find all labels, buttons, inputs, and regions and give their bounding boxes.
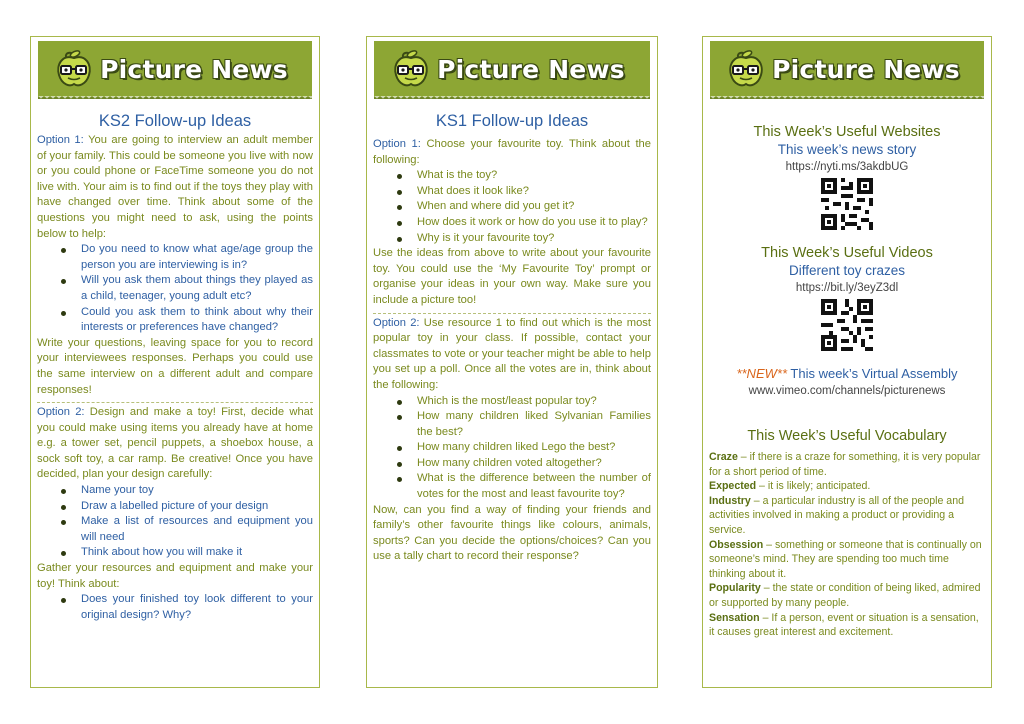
list-item: Why is it your favourite toy? [395,231,651,247]
list-item: How many children voted altogether? [395,456,651,472]
vocab-term: Craze [709,451,738,463]
ks1-option1-after: Use the ideas from above to write about your favourite toy. You could use the ‘My Favourite Toy’ prompt or organise your ideas in your own way. Make sure you include a picture too! [373,247,651,306]
ks2-option2-bullets2 [59,592,313,623]
ks1-option2-bullets [395,394,651,503]
list-item: What does it look like? [395,184,651,200]
list-item: How many children liked Sylvanian Families the best? [395,409,651,440]
assembly-section [709,365,985,399]
list-item: Could you ask them to think about why their interests or preferences have changed? [59,305,313,336]
videos-link[interactable]: https://bit.ly/3eyZ3dl [795,282,899,294]
vocab-term: Sensation [709,611,760,624]
qr-code-icon[interactable] [821,299,873,351]
apple-glasses-icon [726,49,766,89]
vocab-term: Obsession [709,538,764,551]
divider [373,313,651,314]
list-item: Which is the most/least popular toy? [395,394,651,410]
videos-title: This Week’s Useful Videos [761,245,933,261]
ks1-option2-label: Option 2: [373,316,420,329]
divider [37,402,313,403]
websites-title: This Week’s Useful Websites [753,124,941,140]
ks1-option2-after: Now, can you find a way of finding your friends and family’s other favourite things like colours, animals, sports? Can you decide the options/choices? Can you use a tally chart to record their response? [373,503,651,563]
ks2-option1-after: Write your questions, leaving space for you to record your interviewees responses. Perhaps you could use the same interview on a different adult and compare responses! [37,336,313,396]
apple-glasses-icon [54,49,94,89]
assembly-text: This week’s Virtual Assembly [790,366,958,381]
list-item: Does your finished toy look different to your original design? Why? [59,592,313,623]
list-item: Name your toy [59,483,313,499]
vocab-def: – something or someone that is continually on someone’s mind. They are spending too much time thinking about it. [709,538,982,580]
videos-section [709,244,985,351]
list-item [709,581,985,610]
list-item [709,494,985,538]
vocab-def: – a particular industry is all of the people and activities involved in making a product or providing a service. [709,494,964,536]
useful-panel [702,36,992,688]
ks2-option2-bullets [59,483,313,561]
list-item: Make a list of resources and equipment you will need [59,514,313,545]
vocab-def: – If a person, event or situation is a sensation, it causes great interest and excitement. [709,611,979,639]
ks2-option1-text: You are going to interview an adult member of your family. This could be someone you live with now or you could phone or FaceTime someone you do not live with. Your aim is to find out if the toys they play with have changed over time. Think about some of the questions you might need to ask, using the points below to help: [37,134,314,240]
vocab-list [709,450,985,640]
list-item [709,450,985,479]
ks2-content [37,107,313,683]
websites-sub: This week’s news story [777,142,917,157]
ks2-panel [30,36,320,688]
assembly-line [709,365,985,383]
ks1-panel [366,36,658,688]
logo [54,49,288,89]
ks1-option1-text: Choose your favourite toy. Think about the following: [373,138,652,166]
picture-news-banner [710,41,984,99]
ks2-option2 [37,405,313,483]
websites-section [709,123,985,230]
ks2-option2-label: Option 2: [37,406,85,419]
picture-news-banner [38,41,312,99]
ks1-title: KS1 Follow-up Ideas [435,112,589,130]
list-item: What is the difference between the number of votes for the most and least favourite toy? [395,471,651,502]
ks2-option2-text: Design and make a toy! First, decide what you could make using items you already have at home e.g. a tower set, pencil puppets, a shoebox house, a sock soft toy, a car ramp. Be creative! Once you have decided, plan your design carefully: [37,406,313,481]
videos-sub: Different toy crazes [788,263,906,278]
qr-code-icon[interactable] [821,178,873,230]
list-item: Do you need to know what age/age group the person you are interviewing is in? [59,242,313,273]
list-item [709,479,985,494]
ks1-option1-bullets [395,168,651,246]
ks1-option1-label: Option 1: [373,138,421,150]
ks1-option2 [373,316,651,394]
logo [391,49,625,89]
ks1-option2-text: Use resource 1 to find out which is the most popular toy in your class. If possible, contact your classmates to vote or your teacher might be able to help you set up a poll. Once all the votes are in, think about the following: [373,316,652,391]
ks2-option2-after: Gather your resources and equipment and make your toy! Think about: [37,562,313,590]
list-item: Will you ask them about things they played as a child, teenager, young adult etc? [59,273,313,304]
list-item: How does it work or how do you use it to play? [395,215,651,231]
list-item: When and where did you get it? [395,199,651,215]
ks1-option1 [373,137,651,168]
new-badge: **NEW** [736,366,788,381]
list-item: Draw a labelled picture of your design [59,499,313,515]
ks2-option1 [37,133,313,242]
vocab-title: This Week’s Useful Vocabulary [747,428,947,444]
ks2-option1-label: Option 1: [37,134,84,146]
picture-news-banner [374,41,650,99]
list-item [709,538,985,582]
ks2-title: KS2 Follow-up Ideas [98,112,252,130]
list-item [709,611,985,640]
assembly-link[interactable]: www.vimeo.com/channels/picturenews [748,385,946,397]
ks2-option1-bullets [59,242,313,336]
vocab-def: – it is likely; anticipated. [756,480,871,493]
brand-name: Picture News [437,54,625,84]
list-item: How many children liked Lego the best? [395,440,651,456]
vocab-section [709,427,985,445]
list-item: What is the toy? [395,168,651,184]
ks1-content [373,107,651,683]
vocab-def: – the state or condition of being liked, admired or supported by many people. [709,582,981,609]
brand-name: Picture News [772,54,960,84]
vocab-def: – if there is a craze for something, it is very popular for a short period of time. [709,451,981,478]
websites-link[interactable]: https://nyti.ms/3akdbUG [785,161,909,173]
list-item: Think about how you will make it [59,545,313,561]
brand-name: Picture News [100,54,288,84]
vocab-term: Industry [709,494,751,507]
vocab-term: Popularity [709,582,761,595]
useful-content [709,107,985,683]
apple-glasses-icon [391,49,431,89]
vocab-term: Expected [709,480,757,493]
logo [726,49,960,89]
